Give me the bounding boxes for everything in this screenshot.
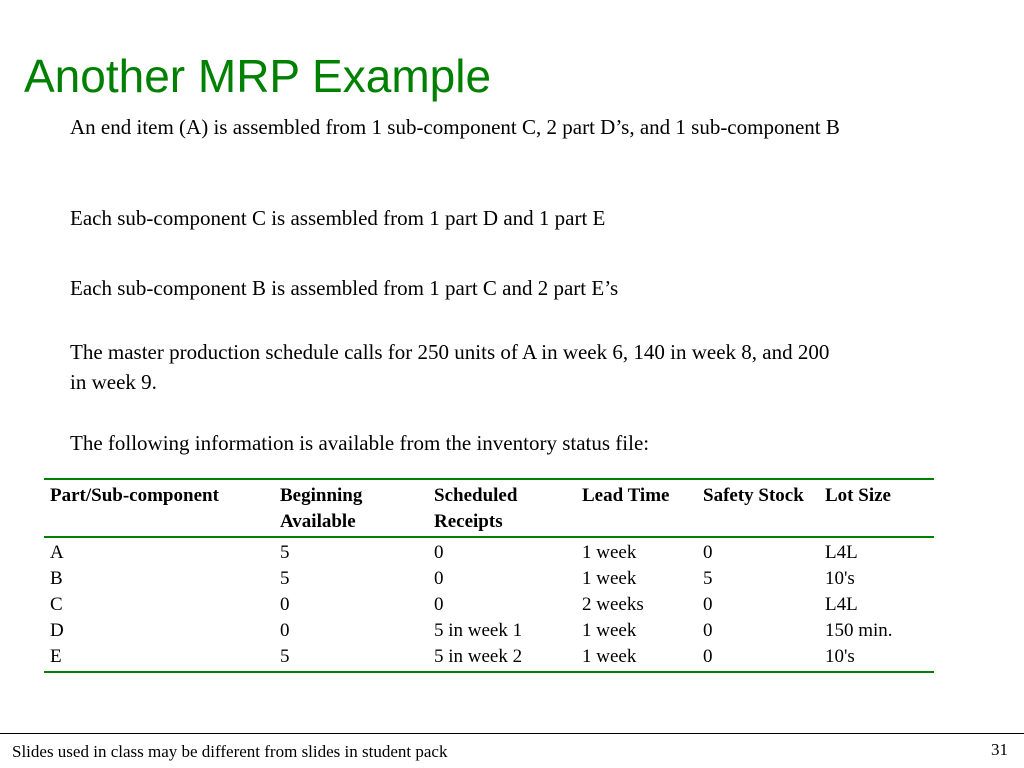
- cell-lead-time: 1 week: [582, 646, 637, 667]
- cell-scheduled-receipts: 0: [434, 568, 444, 589]
- cell-lot-size: L4L: [825, 542, 858, 563]
- table-row: [44, 618, 934, 644]
- table-row: [44, 644, 934, 672]
- cell-safety-stock: 0: [703, 646, 713, 667]
- cell-part: E: [50, 646, 62, 667]
- table-row: [44, 592, 934, 618]
- slide-title: Another MRP Example: [24, 50, 492, 102]
- cell-part: D: [50, 620, 64, 641]
- cell-lead-time: 1 week: [582, 542, 637, 563]
- cell-lot-size: 150 min.: [825, 620, 893, 641]
- cell-scheduled-receipts: 0: [434, 594, 444, 615]
- footer-note: Slides used in class may be different from slides in student pack: [12, 742, 448, 761]
- cell-beginning-available: 5: [280, 646, 290, 667]
- paragraph-sub-component-c: Each sub-component C is assembled from 1 part D and 1 part E: [70, 206, 606, 230]
- cell-lot-size: 10's: [825, 646, 855, 667]
- paragraph-sub-component-b: Each sub-component B is assembled from 1 part C and 2 part E’s: [70, 276, 619, 300]
- cell-beginning-available: 5: [280, 542, 290, 563]
- cell-beginning-available: 0: [280, 594, 290, 615]
- cell-lead-time: 1 week: [582, 620, 637, 641]
- cell-part: C: [50, 594, 63, 615]
- header-lead-time: Lead Time: [582, 485, 670, 506]
- header-beginning-available: Beginning Available: [280, 485, 363, 532]
- cell-beginning-available: 5: [280, 568, 290, 589]
- cell-lot-size: L4L: [825, 594, 858, 615]
- cell-scheduled-receipts: 5 in week 1: [434, 620, 523, 641]
- header-part: Part/Sub-component: [50, 485, 219, 506]
- paragraph-end-item: An end item (A) is assembled from 1 sub-component C, 2 part D’s, and 1 sub-component B: [70, 115, 840, 139]
- cell-safety-stock: 5: [703, 568, 713, 589]
- header-scheduled-receipts: Scheduled Receipts: [434, 485, 518, 532]
- cell-safety-stock: 0: [703, 594, 713, 615]
- table-header-row: [44, 479, 934, 537]
- cell-safety-stock: 0: [703, 620, 713, 641]
- inventory-status-table: [44, 478, 934, 673]
- cell-part: A: [50, 542, 64, 563]
- cell-safety-stock: 0: [703, 542, 713, 563]
- paragraph-inventory-intro: The following information is available from the inventory status file:: [70, 431, 650, 455]
- cell-scheduled-receipts: 0: [434, 542, 444, 563]
- footer-divider: [0, 733, 1024, 734]
- page-number: 31: [991, 740, 1008, 759]
- cell-lot-size: 10's: [825, 568, 855, 589]
- cell-part: B: [50, 568, 63, 589]
- cell-beginning-available: 0: [280, 620, 290, 641]
- table-row: [44, 537, 934, 566]
- table-row: [44, 566, 934, 592]
- cell-lead-time: 1 week: [582, 568, 637, 589]
- paragraph-master-schedule: The master production schedule calls for 250 units of A in week 6, 140 in week 8, and 200 in week 9.: [70, 340, 830, 394]
- cell-scheduled-receipts: 5 in week 2: [434, 646, 523, 667]
- header-safety-stock: Safety Stock: [703, 485, 804, 506]
- header-lot-size: Lot Size: [825, 485, 891, 506]
- cell-lead-time: 2 weeks: [582, 594, 644, 615]
